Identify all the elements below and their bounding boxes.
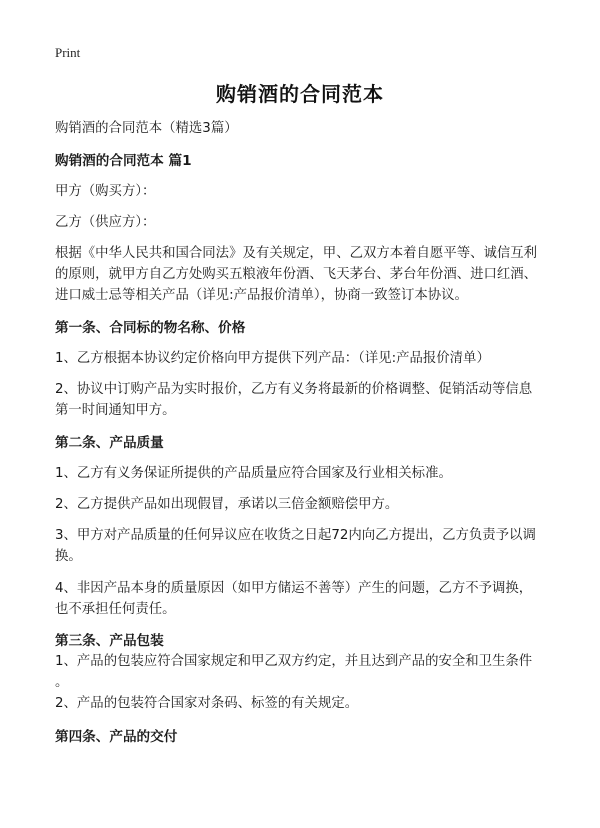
article-3-heading: 第三条、产品包装 xyxy=(55,633,164,649)
article-2-item-4-line-1: 4、非因产品本身的质量原因（如甲方储运不善等）产生的问题，乙方不予调换， xyxy=(55,581,533,596)
print-link[interactable]: Print xyxy=(55,45,81,60)
page-title: 购销酒的合同范本 xyxy=(216,82,384,106)
article-2-heading: 第二条、产品质量 xyxy=(55,435,164,451)
article-3-item-1-line-2: 。 xyxy=(55,675,69,690)
intro-paragraph-line-1: 根据《中华人民共和国合同法》及有关规定，甲、乙双方本着自愿平等、诚信互利 xyxy=(55,246,538,261)
subtitle: 购销酒的合同范本（精选3篇） xyxy=(55,121,238,136)
article-2-item-3-line-1: 3、甲方对产品质量的任何异议应在收货之日起72内向乙方提出，乙方负责予以调 xyxy=(55,528,536,543)
party-b-line: 乙方（供应方）： xyxy=(55,215,156,230)
article-3-item-2: 2、产品的包装符合国家对条码、标签的有关规定。 xyxy=(55,696,359,711)
intro-paragraph-line-2: 的原则，就甲方自乙方处购买五粮液年份酒、飞天茅台、茅台年份酒、进口红酒、 xyxy=(55,267,538,282)
article-1-heading: 第一条、合同标的物名称、价格 xyxy=(55,320,246,336)
article-2-item-1: 1、乙方有义务保证所提供的产品质量应符合国家及行业相关标准。 xyxy=(55,466,452,481)
section-title: 购销酒的合同范本 篇1 xyxy=(55,153,192,169)
party-a-line: 甲方（购买方）： xyxy=(55,184,156,199)
article-1-item-1: 1、乙方根据本协议约定价格向甲方提供下列产品：（详见:产品报价清单） xyxy=(55,351,490,366)
article-2-item-3-line-2: 换。 xyxy=(55,549,82,564)
article-2-item-4-line-2: 也不承担任何责任。 xyxy=(55,602,176,617)
article-1-item-2-line-2: 第一时间通知甲方。 xyxy=(55,403,176,418)
article-3-item-1-line-1: 1、产品的包装应符合国家规定和甲乙双方约定，并且达到产品的安全和卫生条件 xyxy=(55,654,533,669)
intro-paragraph-line-3: 进口威士忌等相关产品（详见:产品报价清单），协商一致签订本协议。 xyxy=(55,288,468,303)
article-4-heading: 第四条、产品的交付 xyxy=(55,729,178,745)
article-2-item-2: 2、乙方提供产品如出现假冒，承诺以三倍金额赔偿甲方。 xyxy=(55,497,399,512)
article-1-item-2-line-1: 2、协议中订购产品为实时报价，乙方有义务将最新的价格调整、促销活动等信息 xyxy=(55,382,533,397)
